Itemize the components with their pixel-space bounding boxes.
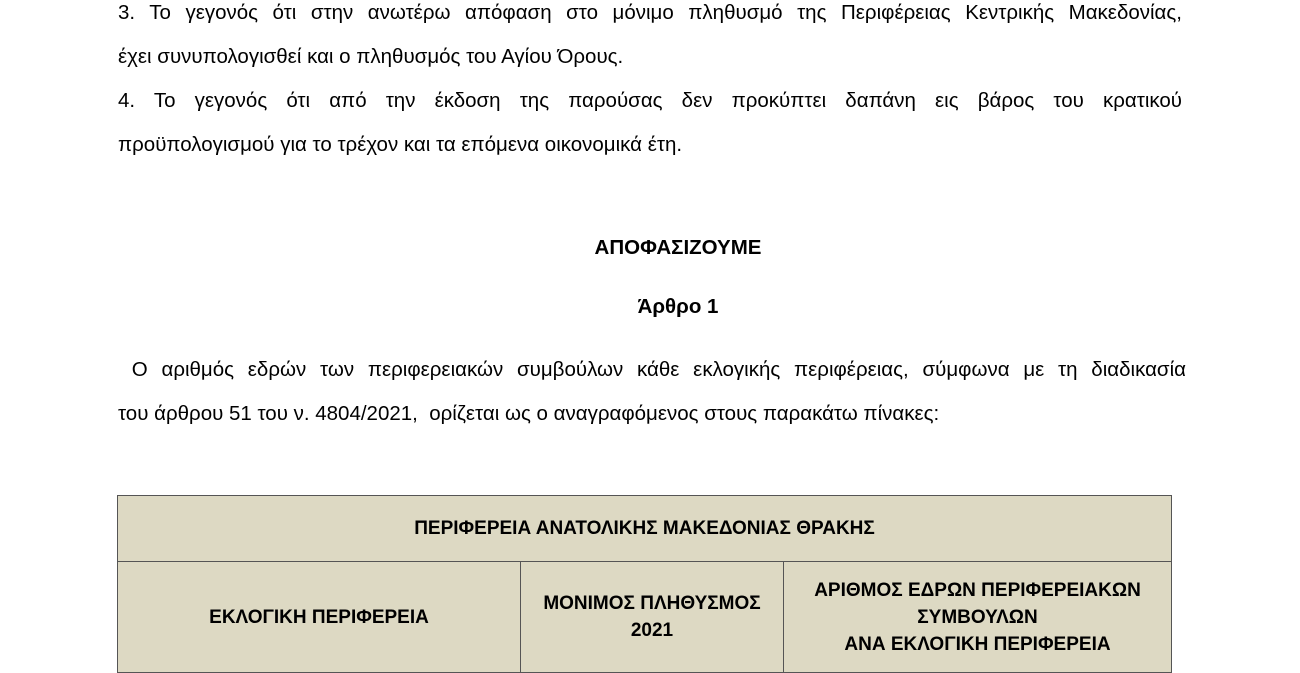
paragraph-4-line-2: προϋπολογισμού για το τρέχον και τα επόμενα οικονομικά έτη. <box>118 133 683 156</box>
column-header-population <box>521 562 784 673</box>
column-header-seats <box>784 562 1172 673</box>
table-region-title: ΠΕΡΙΦΕΡΕΙΑ ΑΝΑΤΟΛΙΚΗΣ ΜΑΚΕΔΟΝΙΑΣ ΘΡΑΚΗΣ <box>118 496 1172 562</box>
decision-heading: ΑΠΟΦΑΣΙΖΟΥΜΕ <box>594 236 762 259</box>
article-heading: Άρθρο 1 <box>637 295 719 318</box>
article-paragraph <box>118 348 1186 436</box>
column-header-seats-line-3: ΑΝΑ ΕΚΛΟΓΙΚΗ ΠΕΡΙΦΕΡΕΙΑ <box>844 633 1111 655</box>
paragraph-4 <box>118 79 1182 167</box>
paragraph-3-line-2: έχει συνυπολογισθεί και ο πληθυσμός του Αγίου Όρους. <box>118 45 624 68</box>
column-header-population-label: ΜΟΝΙΜΟΣ ΠΛΗΘΥΣΜΟΣ <box>543 593 761 614</box>
paragraph-3-line-1: 3. Το γεγονός ότι στην ανωτέρω απόφαση στο μόνιμο πληθυσμό της Περιφέρειας Κεντρικής Μακεδονίας, <box>118 1 1182 24</box>
column-header-electoral-district <box>118 562 521 673</box>
column-header-population-year: 2021 <box>630 620 674 641</box>
article-paragraph-line-2: του άρθρου 51 του ν. 4804/2021, ορίζεται ως ο αναγραφόμενος στους παρακάτω πίνακες: <box>118 402 940 425</box>
paragraph-3 <box>118 0 1182 79</box>
column-header-electoral-district-label: ΕΚΛΟΓΙΚΗ ΠΕΡΙΦΕΡΕΙΑ <box>209 606 429 628</box>
column-header-seats-line-2: ΣΥΜΒΟΥΛΩΝ <box>917 606 1038 628</box>
paragraph-4-line-1: 4. Το γεγονός ότι από την έκδοση της παρούσας δεν προκύπτει δαπάνη εις βάρος του κρατικού <box>118 89 1182 112</box>
seats-table <box>117 495 1172 673</box>
article-paragraph-line-1: Ο αριθμός εδρών των περιφερειακών συμβούλων κάθε εκλογικής περιφέρειας, σύμφωνα με τη διαδικασία <box>118 358 1186 381</box>
column-header-seats-line-1: ΑΡΙΘΜΟΣ ΕΔΡΩΝ ΠΕΡΙΦΕΡΕΙΑΚΩΝ <box>814 579 1141 601</box>
